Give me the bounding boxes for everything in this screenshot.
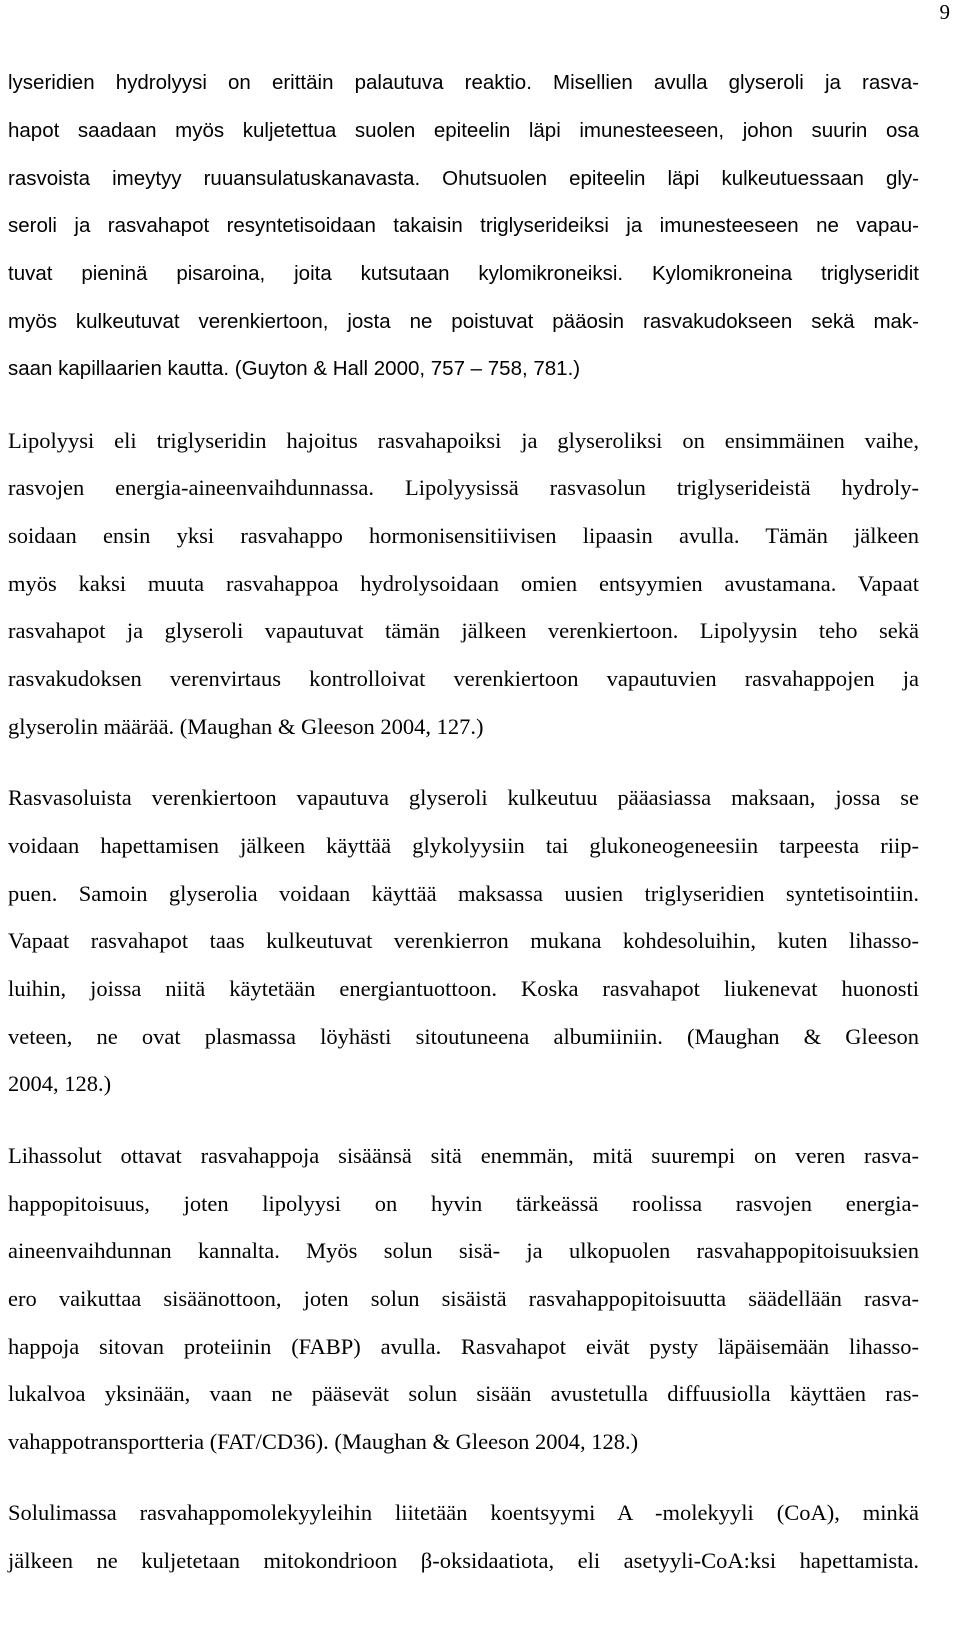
text-line: glyserolin määrää. (Maughan & Gleeson 2004, 127.) [8, 714, 484, 739]
text-line: Lihassolut ottavat rasvahappoja sisäänsä sitä enemmän, mitä suurempi on veren rasva- [8, 1143, 919, 1168]
text-line: tuvat pieninä pisaroina, joita kutsutaan kylomikroneiksi. Kylomikroneina triglyseridit [8, 262, 919, 285]
text-line: Solulimassa rasvahappomolekyyleihin liitetään koentsyymi A -molekyyli (CoA), minkä [8, 1500, 919, 1525]
text-line: Rasvasoluista verenkiertoon vapautuva glyseroli kulkeutuu pääasiassa maksaan, jossa se [8, 785, 919, 810]
text-line: veteen, ne ovat plasmassa löyhästi sitoutuneena albumiiniin. (Maughan & Gleeson [8, 1024, 919, 1049]
text-line: 2004, 128.) [8, 1071, 112, 1096]
text-line: soidaan ensin yksi rasvahappo hormonisensitiivisen lipaasin avulla. Tämän jälkeen [8, 523, 919, 548]
text-line: happopitoisuus, joten lipolyysi on hyvin tärkeässä roolissa rasvojen energia- [8, 1191, 919, 1216]
text-line: vahappotransportteria (FAT/CD36). (Maughan & Gleeson 2004, 128.) [8, 1429, 639, 1454]
text-line: voidaan hapettamisen jälkeen käyttää glykolyysiin tai glukoneogeneesiin tarpeesta riip- [8, 833, 919, 858]
text-line: rasvoista imeytyy ruuansulatuskanavasta. Ohutsuolen epiteelin läpi kulkeutuessaan gly- [8, 167, 919, 190]
text-line: rasvahapot ja glyseroli vapautuvat tämän jälkeen verenkiertoon. Lipolyysin teho sekä [8, 618, 919, 643]
text-line: saan kapillaarien kautta. (Guyton & Hall 2000, 757 – 758, 781.) [8, 357, 581, 380]
text-line: lukalvoa yksinään, vaan ne pääsevät solun sisään avustetulla diffuusiolla käyttäen ras- [8, 1381, 919, 1406]
page-number: 9 [939, 0, 950, 24]
text-line: ero vaikuttaa sisäänottoon, joten solun sisäistä rasvahappopitoisuutta säädellään rasva- [8, 1286, 919, 1311]
text-line: aineenvaihdunnan kannalta. Myös solun sisä- ja ulkopuolen rasvahappopitoisuuksien [8, 1238, 919, 1263]
text-line: rasvojen energia-aineenvaihdunnassa. Lipolyysissä rasvasolun triglyserideistä hydroly- [8, 475, 919, 500]
text-line: myös kulkeutuvat verenkiertoon, josta ne poistuvat pääosin rasvakudokseen sekä mak- [8, 310, 919, 333]
text-line: puen. Samoin glyserolia voidaan käyttää maksassa uusien triglyseridien syntetisointiin. [8, 881, 919, 906]
text-line: hapot saadaan myös kuljetettua suolen epiteelin läpi imunesteeseen, johon suurin osa [8, 119, 919, 142]
text-line: rasvakudoksen verenvirtaus kontrolloivat verenkiertoon vapautuvien rasvahappojen ja [8, 666, 919, 691]
text-line: happoja sitovan proteiinin (FABP) avulla. Rasvahapot eivät pysty läpäisemään lihasso- [8, 1334, 919, 1359]
text-line: seroli ja rasvahapot resyntetisoidaan takaisin triglyserideiksi ja imunesteeseen ne vapau- [8, 214, 919, 237]
text-line: myös kaksi muuta rasvahappoa hydrolysoidaan omien entsyymien avustamana. Vapaat [8, 571, 919, 596]
text-line: Vapaat rasvahapot taas kulkeutuvat verenkierron mukana kohdesoluihin, kuten lihasso- [8, 928, 919, 953]
text-line: lyseridien hydrolyysi on erittäin palautuva reaktio. Misellien avulla glyseroli ja rasva- [8, 71, 919, 94]
text-line: luihin, joissa niitä käytetään energiantuottoon. Koska rasvahapot liukenevat huonosti [8, 976, 919, 1001]
text-line: jälkeen ne kuljetetaan mitokondrioon β-oksidaatiota, eli asetyyli-CoA:ksi hapettamista. [8, 1548, 919, 1573]
text-line: Lipolyysi eli triglyseridin hajoitus rasvahapoiksi ja glyseroliksi on ensimmäinen vaihe, [8, 428, 919, 453]
